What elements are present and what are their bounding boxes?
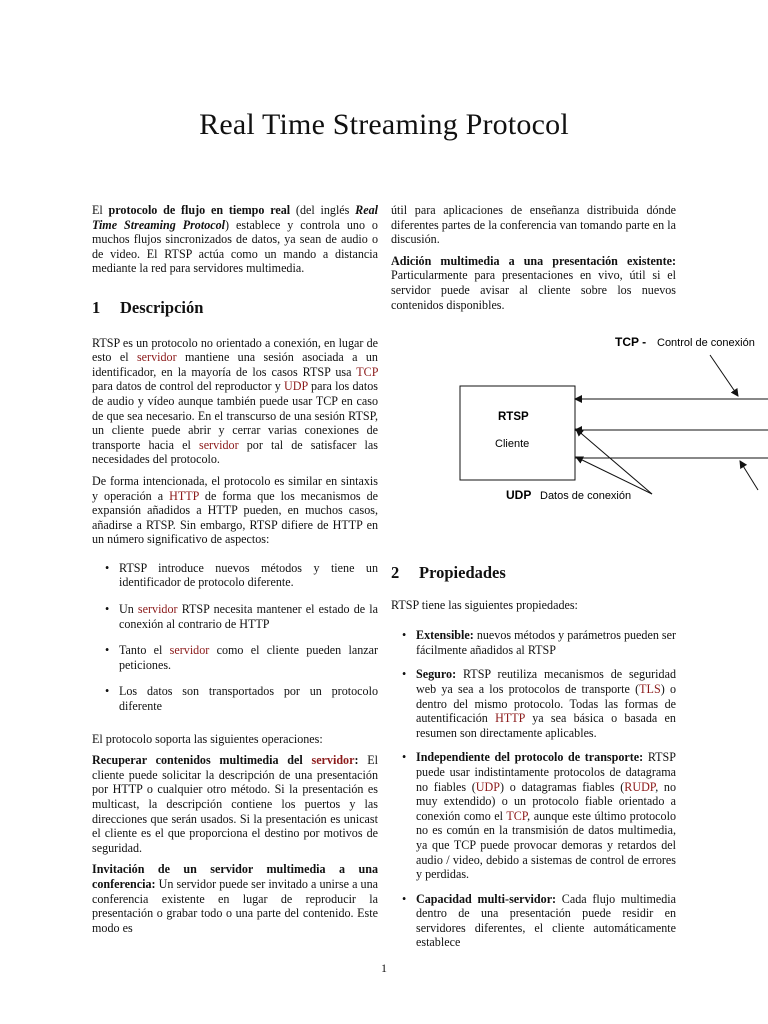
operations-intro: El protocolo soporta las siguientes operaciones:: [92, 731, 323, 746]
link-servidor[interactable]: servidor: [169, 643, 210, 658]
section-heading-propiedades: 2 Propiedades: [391, 563, 506, 582]
page-number: 1: [381, 961, 387, 975]
right-column-top: [391, 203, 676, 319]
link-rudp[interactable]: RUDP: [624, 779, 656, 794]
link-servidor[interactable]: servidor: [136, 350, 177, 365]
diagram-tcp-label: TCP -: [615, 335, 647, 349]
operation-retrieve: Recuperar contenidos multimedia del servidor: El cliente puede solicitar la descripción de una presentación por HTTP o cualquier otro método. Si la presentación es multicast, la descripción contiene los puertos y las direcciones que serán usados. Si la presentación es unicast el cliente es el que proporciona el destino por motivos de seguridad.: [92, 753, 378, 855]
list-item: • Seguro: RTSP reutiliza mecanismos de seguridad web ya sea a los protocolos de transporte (TLS) o dentro del mismo protocolo. Todas las formas de autentificación HTTP ya sea básica o basada en resumen son directamente aplicables.: [391, 667, 676, 740]
list-item: • Independiente del protocolo de transporte: RTSP puede usar indistintamente protocolos de datagrama no fiables (UDP) o datagramas fiables (RUDP, no muy extendido) o un protocolo fiable orientado a conexión como el TCP, aunque este último protocolo no es común en la transmisión de datos multimedia, ya que TCP puede provocar demoras y retardos del audio / video, debido a sistemas de control de errores y perdidas.: [391, 750, 676, 881]
link-http[interactable]: HTTP: [169, 488, 199, 503]
left-column: [92, 203, 378, 942]
diagram-udp-label: UDP: [506, 488, 532, 502]
list-item: • Extensible: nuevos métodos y parámetros pueden ser fácilmente añadidos al RTSP: [391, 628, 676, 657]
client-box: [460, 386, 575, 480]
link-servidor[interactable]: servidor: [137, 602, 178, 617]
properties-list: [391, 628, 676, 950]
operation-add-media: Adición multimedia a una presentación existente: Particularmente para presentaciones en vivo, útil si el servidor puede avisar al cliente sobre los nuevos contenidos disponibles.: [391, 253, 676, 312]
document-title: Real Time Streaming Protocol: [199, 108, 569, 141]
descripcion-paragraph-1: RTSP es un protocolo no orientado a conexión, en lugar de esto el servidor mantiene una sesión asociada a un identificador, en la mayoría de los casos RTSP usa TCP para datos de control del reproductor y UDP para los datos de audio y vídeo aunque también puede usar TCP en caso de que sea necesario. En el transcurso de una sesión RTSP, un cliente puede abrir y cerrar varias conexiones de transporte hacia el servidor por tal de satisfacer las necesidades del protocolo.: [92, 335, 378, 467]
intro-paragraph: El protocolo de flujo en tiempo real (del inglés Real Time Streaming Protocol) establece y controla uno o muchos flujos sincronizados de datos, ya sean de audio o de video. El RTSP actúa como un mando a distancia mediante la red para servidores multimedia.: [92, 203, 378, 276]
tcp-pointer-arrow: [710, 355, 738, 396]
list-item: • Tanto el servidor como el cliente pueden lanzar peticiones.: [92, 643, 378, 672]
diagram-tcp-description: Control de conexión: [657, 337, 755, 349]
section-heading-descripcion: 1 Descripción: [92, 297, 204, 317]
client-box-title: RTSP: [498, 411, 529, 423]
rtsp-diagram-svg: [440, 330, 768, 505]
client-box-subtitle: Cliente: [495, 438, 530, 450]
list-item: • Capacidad multi-servidor: Cada flujo multimedia dentro de una presentación puede residir en servidores diferentes, el cliente automáticamente establece: [391, 892, 676, 950]
link-udp[interactable]: UDP: [284, 379, 308, 394]
intro-english-term: Real Time Streaming Protocol: [92, 203, 378, 232]
link-udp[interactable]: UDP: [475, 779, 500, 794]
server-pointer-arrow: [740, 461, 758, 490]
descripcion-paragraph-2: De forma intencionada, el protocolo es similar en sintaxis y operación a HTTP de forma que los mecanismos de expansión añadidos a HTTP pueden, en muchos casos, añadirse a RTSP. Sin embargo, RTSP difiere de HTTP en un número significativo de aspectos:: [92, 473, 378, 547]
list-item: • Los datos son transportados por un protocolo diferente: [92, 684, 378, 713]
operation-invite: Invitación de un servidor multimedia a una conferencia: Un servidor puede ser invitado a unirse a una conferencia existente en lugar de reproducir la presentación o grabar todo o una parte del contenido. Este modo es: [92, 862, 378, 935]
rtsp-diagram: [440, 330, 768, 505]
list-item: • Un servidor RTSP necesita mantener el estado de la conexión al contrario de HTTP: [92, 602, 378, 631]
differences-list: [92, 561, 378, 714]
list-item: • RTSP introduce nuevos métodos y tiene un identificador de protocolo diferente.: [92, 561, 378, 590]
right-column-bottom: [391, 563, 677, 962]
operation-invite-continued: útil para aplicaciones de enseñanza distribuida dónde diferentes partes de la conferencia van tomando parte en la discusión.: [391, 203, 676, 247]
propiedades-intro: RTSP tiene las siguientes propiedades:: [391, 597, 578, 612]
link-tls[interactable]: TLS: [639, 681, 661, 696]
link-servidor[interactable]: servidor: [198, 437, 239, 452]
link-tcp[interactable]: TCP: [356, 364, 378, 379]
udp-pointer-arrow-2: [576, 457, 652, 494]
link-http[interactable]: HTTP: [495, 711, 525, 726]
link-tcp[interactable]: TCP: [506, 808, 528, 823]
diagram-udp-description: Datos de conexión: [540, 490, 632, 502]
intro-term: protocolo de flujo en tiempo real: [108, 203, 291, 217]
link-servidor[interactable]: servidor: [311, 753, 355, 768]
udp-pointer-arrow-1: [576, 429, 652, 494]
